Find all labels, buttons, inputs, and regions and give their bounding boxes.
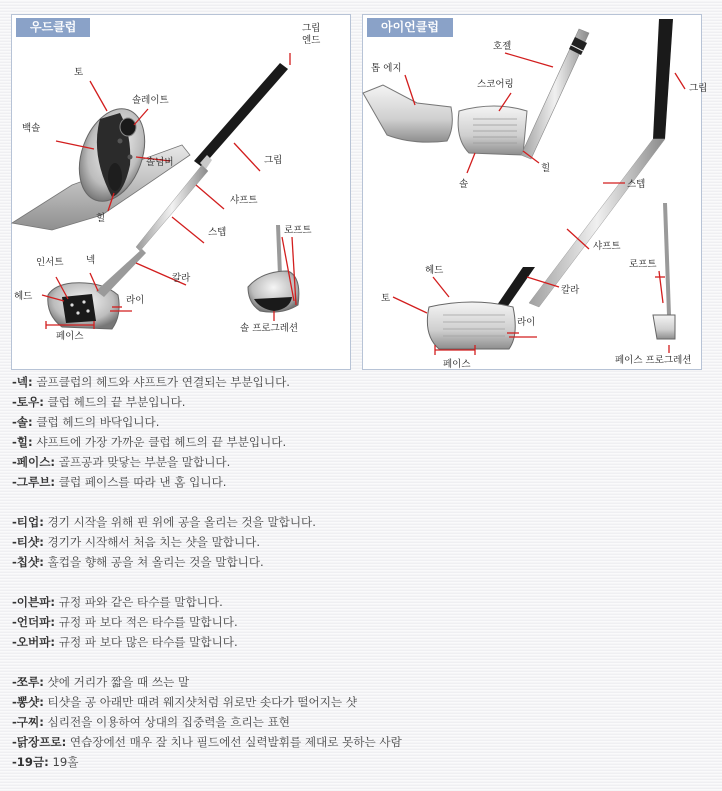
wood-label-solenumber: 솔넘버	[146, 157, 174, 168]
glossary-item: -오버파: 규정 파 보다 많은 타수를 말합니다.	[12, 635, 238, 649]
iron-label-scoring: 스코어링	[477, 79, 514, 90]
glossary-item: -언더파: 규정 파 보다 적은 타수를 말합니다.	[12, 615, 238, 629]
wood-label-grip: 그립	[264, 155, 283, 166]
wood-label-shaft: 샤프트	[230, 195, 258, 206]
wood-label-soleplate: 솔레이트	[132, 95, 169, 106]
wood-panel-title: 우드클럽	[16, 18, 90, 37]
glossary-item: -넥: 골프클럽의 헤드와 샤프트가 연결되는 부분입니다.	[12, 375, 290, 389]
wood-club-diagram	[12, 15, 352, 371]
glossary-item: -힐: 샤프트에 가장 가까운 클럽 헤드의 끝 부분입니다.	[12, 435, 287, 449]
glossary-spacer	[12, 492, 712, 512]
iron-label-step: 스텝	[627, 179, 646, 190]
glossary-item: -이븐파: 규정 파와 같은 타수를 말합니다.	[12, 595, 223, 609]
wood-label-face: 페이스	[56, 331, 84, 342]
glossary-item: -티업: 경기 시작을 위해 핀 위에 공을 올리는 것을 말합니다.	[12, 515, 316, 529]
glossary-item: -토우: 클럽 헤드의 끝 부분입니다.	[12, 395, 186, 409]
iron-club-diagram	[363, 15, 708, 371]
glossary-item: -티샷: 경기가 시작해서 처음 치는 샷을 말합니다.	[12, 535, 261, 549]
iron-label-lie: 라이	[517, 317, 536, 328]
wood-label-grip-end-2: 엔드	[302, 35, 321, 46]
iron-club-panel	[362, 14, 708, 370]
wood-label-loft: 로프트	[284, 225, 312, 236]
golf-glossary	[12, 372, 712, 772]
wood-label-collar: 칼라	[172, 273, 191, 284]
iron-label-shaft: 샤프트	[593, 241, 621, 252]
wood-label-grip-end-1: 그립	[302, 23, 321, 34]
glossary-item: -칩샷: 홀컵을 향해 공을 쳐 올리는 것을 말합니다.	[12, 555, 264, 569]
iron-label-collar: 칼라	[561, 285, 580, 296]
glossary-item: -19금: 19홀	[12, 755, 79, 769]
wood-label-heel: 힐	[96, 213, 106, 224]
glossary-item: -닭장프로: 연습장에선 매우 잘 치나 필드에선 실력발휘를 제대로 못하는 사람	[12, 735, 402, 749]
glossary-item: -솔: 클럽 헤드의 바닥입니다.	[12, 415, 160, 429]
iron-label-hosel: 호젤	[493, 41, 512, 52]
glossary-item: -그루브: 클럽 페이스를 따라 낸 홈 입니다.	[12, 475, 227, 489]
iron-label-sole: 솔	[459, 179, 469, 190]
iron-label-face: 페이스	[443, 359, 471, 370]
wood-label-insert: 인서트	[36, 257, 64, 268]
iron-label-grip: 그립	[689, 83, 708, 94]
iron-head-top-edge-view	[363, 85, 452, 142]
glossary-item: -쪼루: 샷에 거리가 짧을 때 쓰는 말	[12, 675, 190, 689]
iron-label-heel: 힐	[541, 163, 551, 174]
glossary-item: -뽕샷: 티샷을 공 아래만 때려 웨지샷처럼 위로만 솟다가 떨어지는 샷	[12, 695, 358, 709]
wood-label-toe: 토	[74, 67, 84, 78]
glossary-item: -구찌: 심리전을 이용하여 상대의 집중력을 흐리는 표현	[12, 715, 290, 729]
glossary-item: -페이스: 골프공과 맞닿는 부분을 말합니다.	[12, 455, 231, 469]
wood-label-lie: 라이	[126, 295, 145, 306]
wood-label-neck: 넥	[86, 255, 96, 266]
wood-club-panel	[11, 14, 351, 370]
iron-label-top-edge: 톱 에지	[371, 63, 402, 74]
glossary-spacer	[12, 572, 712, 592]
wood-label-sole-progression: 솔 프로그레션	[240, 323, 299, 334]
wood-label-back: 백솔	[22, 123, 41, 134]
wood-label-head: 헤드	[14, 291, 33, 302]
iron-head-scoring-view	[458, 29, 589, 159]
iron-label-face-progression: 페이스 프로그레션	[615, 355, 692, 366]
iron-label-toe: 토	[381, 293, 391, 304]
wood-label-step: 스텝	[208, 227, 227, 238]
iron-label-head: 헤드	[425, 265, 444, 276]
iron-label-loft: 로프트	[629, 259, 657, 270]
glossary-spacer	[12, 652, 712, 672]
wood-sole-progression-view	[248, 225, 299, 312]
iron-face-progression-view	[653, 203, 675, 339]
iron-panel-title: 아이언클럽	[367, 18, 453, 37]
